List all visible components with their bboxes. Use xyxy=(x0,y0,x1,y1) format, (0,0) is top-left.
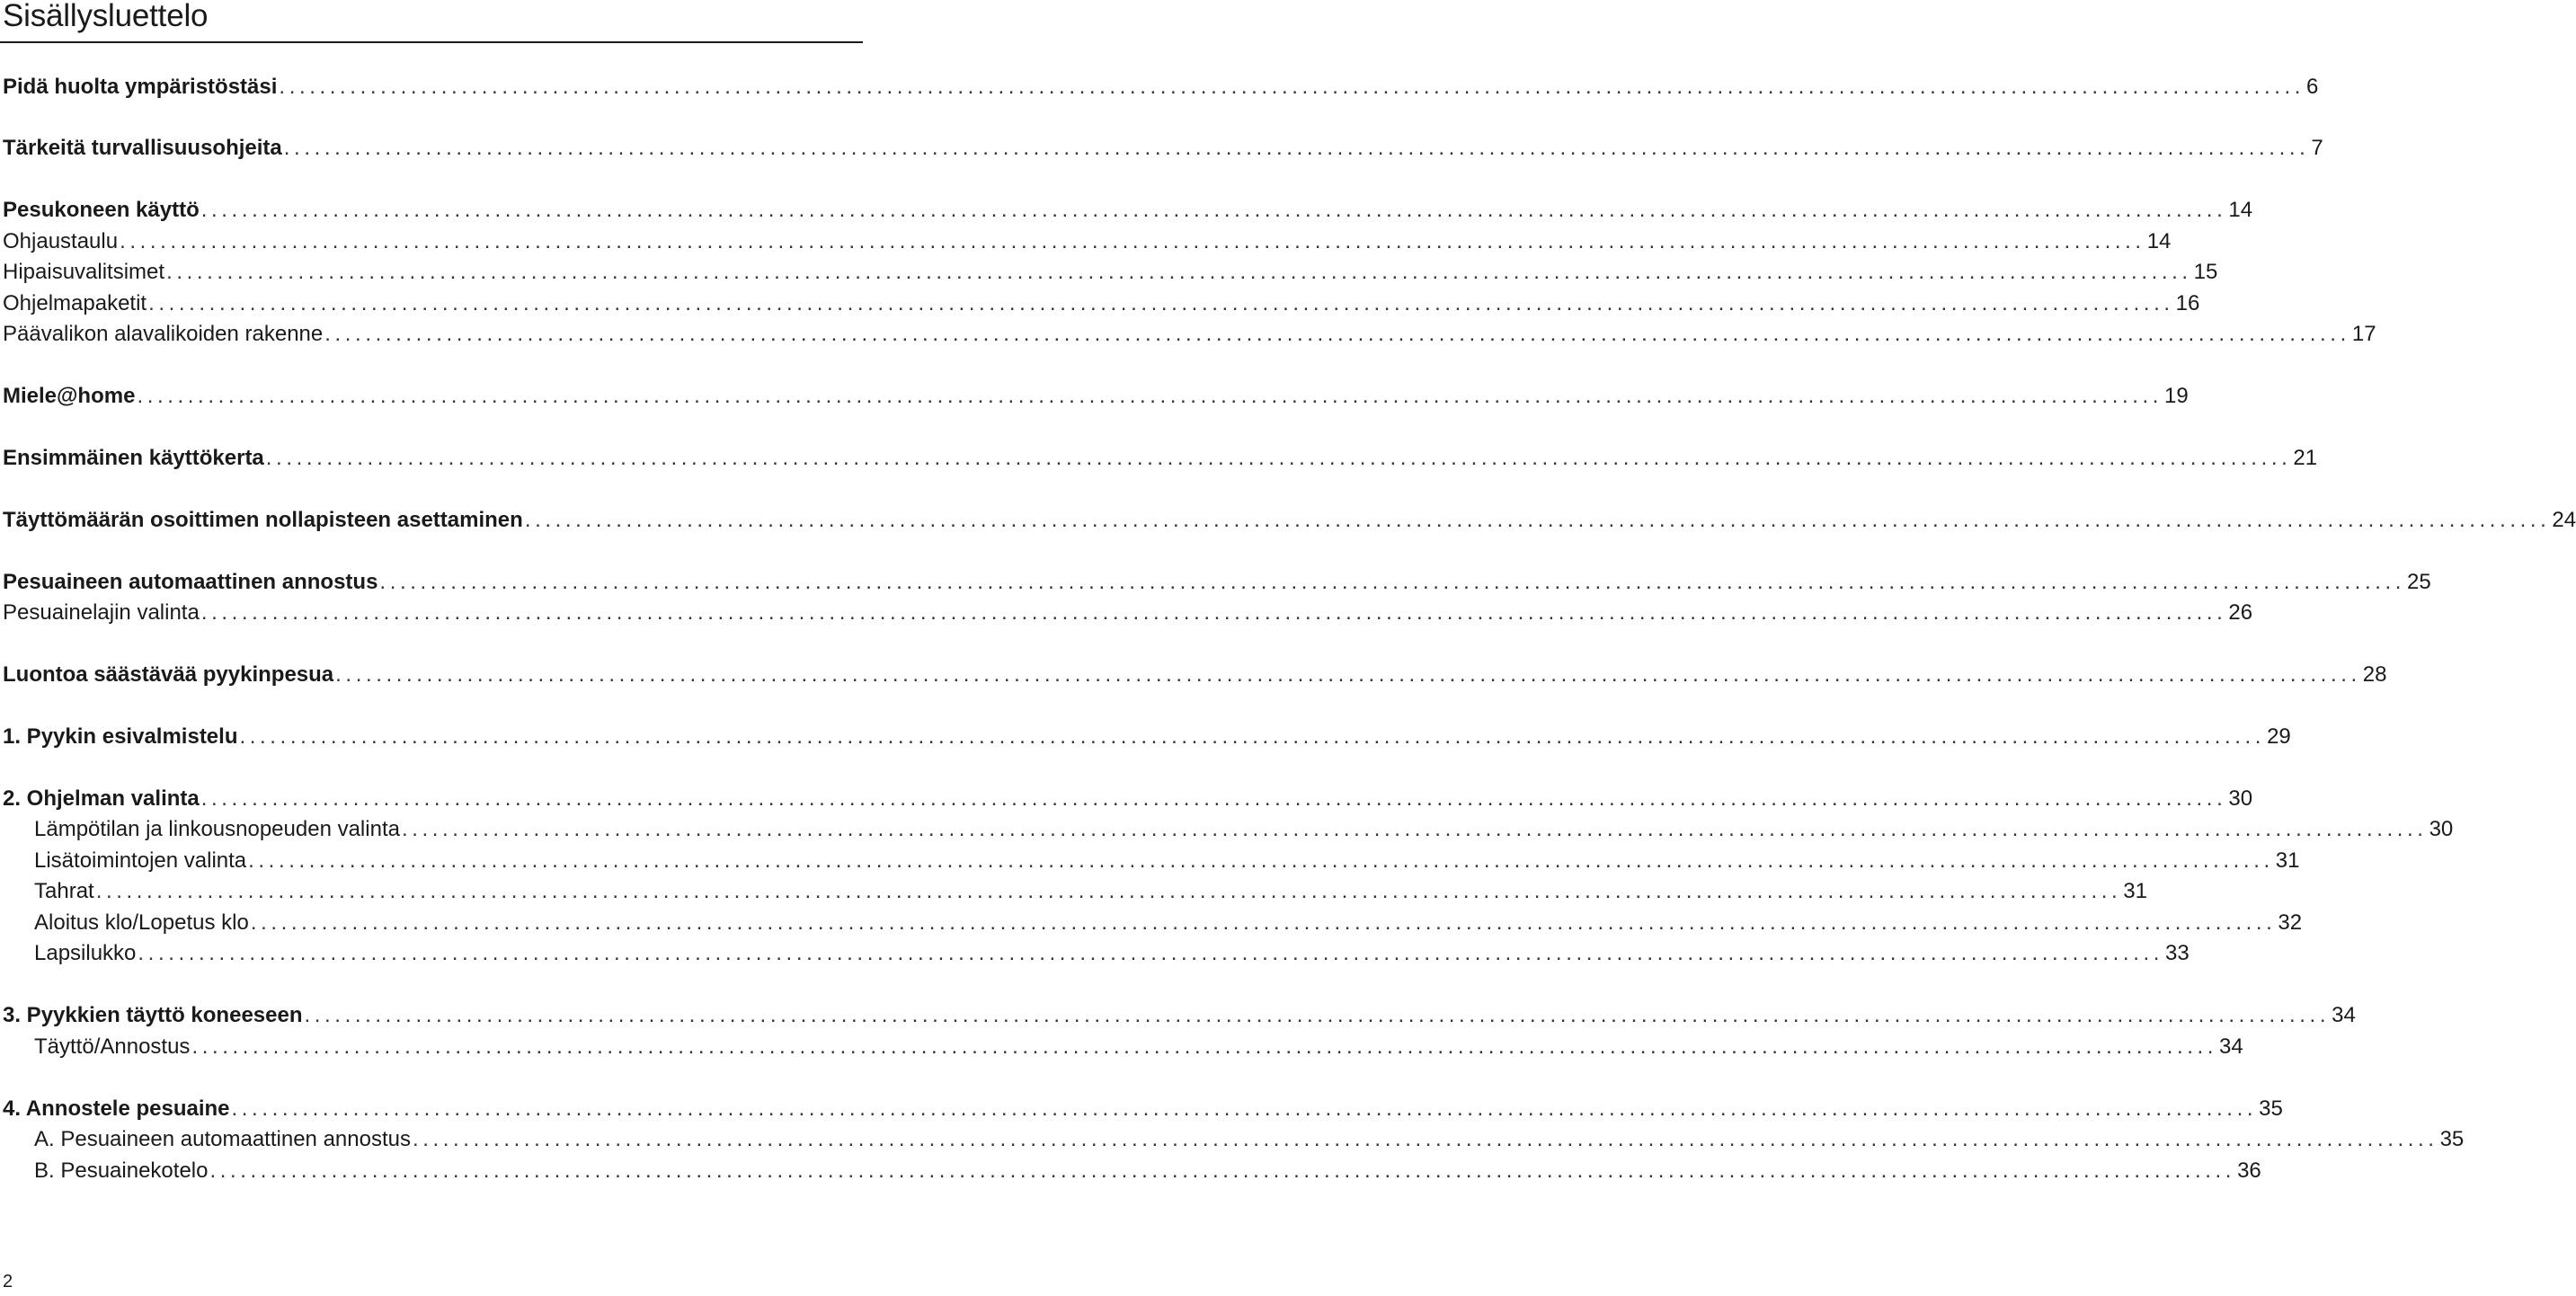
dot-leader: ........................................................................................................................................................................................................ xyxy=(379,570,2406,594)
toc-entry-page: 36 xyxy=(2237,1158,2261,1183)
toc-entry xyxy=(0,598,2253,628)
toc-entry-page: 14 xyxy=(2228,198,2253,222)
toc-entry-page: 30 xyxy=(2429,817,2454,841)
dot-leader: ........................................................................................................................................................................................................ xyxy=(138,941,2163,965)
page-number: 2 xyxy=(3,1272,13,1292)
toc-entry xyxy=(0,1124,2465,1155)
toc-entry-title: A. Pesuaineen automaattinen annostus xyxy=(34,1127,411,1151)
toc-entry xyxy=(0,1094,2283,1124)
toc-entry-title: Miele@home xyxy=(3,384,136,408)
toc-entry-page: 21 xyxy=(2293,446,2318,470)
dot-leader: ........................................................................................................................................................................................................ xyxy=(148,291,2174,315)
dot-leader: ........................................................................................................................................................................................................ xyxy=(304,1003,2331,1027)
toc-entry xyxy=(0,567,2431,598)
toc-entry-page: 35 xyxy=(2439,1127,2465,1151)
toc-entry-title: Lisätoimintojen valinta xyxy=(34,848,247,873)
toc-entry-title: Pesuaineen automaattinen annostus xyxy=(3,570,378,594)
dot-leader: ........................................................................................................................................................................................................ xyxy=(191,1034,2218,1059)
toc-entry xyxy=(0,846,2300,876)
toc-entry xyxy=(0,443,2318,474)
toc-entry-title: Aloitus klo/Lopetus klo xyxy=(34,910,249,935)
toc-entry-page: 17 xyxy=(2351,322,2376,346)
toc-entry xyxy=(0,814,2454,845)
dot-leader: ........................................................................................................................................................................................................ xyxy=(166,260,2192,284)
page-title: Sisällysluettelo xyxy=(3,0,209,33)
toc-entry-page: 31 xyxy=(2123,879,2147,903)
dot-leader: ........................................................................................................................................................................................................ xyxy=(250,910,2277,935)
toc-entry-title: Lämpötilan ja linkousnopeuden valinta xyxy=(34,817,400,841)
toc-entry xyxy=(0,133,2323,164)
toc-entry-title: Pesuainelajin valinta xyxy=(3,600,200,625)
toc-entry-title: Päävalikon alavalikoiden rakenne xyxy=(3,322,324,346)
toc-entry-title: 2. Ohjelman valinta xyxy=(3,786,200,811)
toc-entry-title: Pesukoneen käyttö xyxy=(3,198,200,222)
dot-leader: ........................................................................................................................................................................................................ xyxy=(335,662,2361,687)
toc-entry-page: 15 xyxy=(2193,260,2218,284)
toc-entry-title: Hipaisuvalitsimet xyxy=(3,260,165,284)
toc-entry-title: Ohjelmapaketit xyxy=(3,291,147,315)
toc-entry xyxy=(0,908,2303,938)
dot-leader: ........................................................................................................................................................................................................ xyxy=(524,508,2551,532)
toc-entry xyxy=(0,226,2172,257)
toc-entry xyxy=(0,1156,2261,1186)
toc-entry xyxy=(0,195,2253,226)
toc-entry-title: 1. Pyykin esivalmistelu xyxy=(3,724,238,749)
dot-leader: ........................................................................................................................................................................................................ xyxy=(137,384,2163,408)
toc-entry xyxy=(0,288,2200,319)
toc-entry xyxy=(0,505,2576,536)
toc-entry-title: 4. Annostele pesuaine xyxy=(3,1096,230,1121)
toc-entry-title: Täyttömäärän osoittimen nollapisteen asettaminen xyxy=(3,508,523,532)
toc-entry xyxy=(0,381,2189,412)
toc-entry-page: 19 xyxy=(2164,384,2189,408)
toc-entry-title: Ensimmäinen käyttökerta xyxy=(3,446,264,470)
toc-entry-title: Ohjaustaulu xyxy=(3,229,119,253)
toc-entry-page: 28 xyxy=(2362,662,2387,687)
dot-leader: ........................................................................................................................................................................................................ xyxy=(239,724,2266,749)
toc-entry xyxy=(0,319,2376,350)
toc-entry xyxy=(0,938,2190,969)
toc-entry-title: B. Pesuainekotelo xyxy=(34,1158,209,1183)
dot-leader: ........................................................................................................................................................................................................ xyxy=(231,1096,2258,1121)
toc-entry-page: 6 xyxy=(2306,75,2319,99)
toc-entry-title: Tahrat xyxy=(34,879,94,903)
toc-entry-page: 16 xyxy=(2175,291,2200,315)
toc-entry-title: Luontoa säästävää pyykinpesua xyxy=(3,662,334,687)
dot-leader: ........................................................................................................................................................................................................ xyxy=(200,600,2227,625)
toc-entry-page: 24 xyxy=(2552,508,2576,532)
dot-leader: ........................................................................................................................................................................................................ xyxy=(283,136,2310,160)
toc-entry-page: 7 xyxy=(2311,136,2323,160)
dot-leader: ........................................................................................................................................................................................................ xyxy=(279,75,2305,99)
toc-entry-page: 25 xyxy=(2407,570,2431,594)
toc-entry xyxy=(0,660,2387,690)
toc-entry-page: 34 xyxy=(2332,1003,2356,1027)
toc-entry xyxy=(0,1032,2243,1062)
dot-leader: ........................................................................................................................................................................................................ xyxy=(209,1158,2236,1183)
dot-leader: ........................................................................................................................................................................................................ xyxy=(412,1127,2438,1151)
dot-leader: ........................................................................................................................................................................................................ xyxy=(248,848,2274,873)
toc-entry xyxy=(0,722,2291,752)
dot-leader: ........................................................................................................................................................................................................ xyxy=(324,322,2350,346)
toc-entry xyxy=(0,257,2218,288)
toc-entry-title: Lapsilukko xyxy=(34,941,137,965)
toc-entry-page: 26 xyxy=(2228,600,2253,625)
toc-entry-page: 33 xyxy=(2165,941,2190,965)
toc-entry-page: 32 xyxy=(2278,910,2303,935)
toc-entry-title: Tärkeitä turvallisuusohjeita xyxy=(3,136,282,160)
dot-leader: ........................................................................................................................................................................................................ xyxy=(265,446,2292,470)
toc-entry xyxy=(0,72,2319,102)
toc-entry-page: 29 xyxy=(2267,724,2291,749)
toc-entry-page: 34 xyxy=(2219,1034,2243,1059)
toc-entry-page: 14 xyxy=(2146,229,2172,253)
dot-leader: ........................................................................................................................................................................................................ xyxy=(200,786,2227,811)
toc-entry-title: Pidä huolta ympäristöstäsi xyxy=(3,75,278,99)
title-divider xyxy=(0,41,863,43)
toc-entry xyxy=(0,876,2147,907)
toc-entry-title: Täyttö/Annostus xyxy=(34,1034,191,1059)
dot-leader: ........................................................................................................................................................................................................ xyxy=(95,879,2122,903)
dot-leader: ........................................................................................................................................................................................................ xyxy=(200,198,2227,222)
toc-entry-title: 3. Pyykkien täyttö koneeseen xyxy=(3,1003,303,1027)
toc-entry-page: 30 xyxy=(2228,786,2253,811)
dot-leader: ........................................................................................................................................................................................................ xyxy=(401,817,2428,841)
toc-entry xyxy=(0,784,2253,814)
toc-entry-page: 31 xyxy=(2275,848,2300,873)
dot-leader: ........................................................................................................................................................................................................ xyxy=(120,229,2145,253)
toc-entry-page: 35 xyxy=(2259,1096,2283,1121)
toc-entry xyxy=(0,1000,2356,1031)
